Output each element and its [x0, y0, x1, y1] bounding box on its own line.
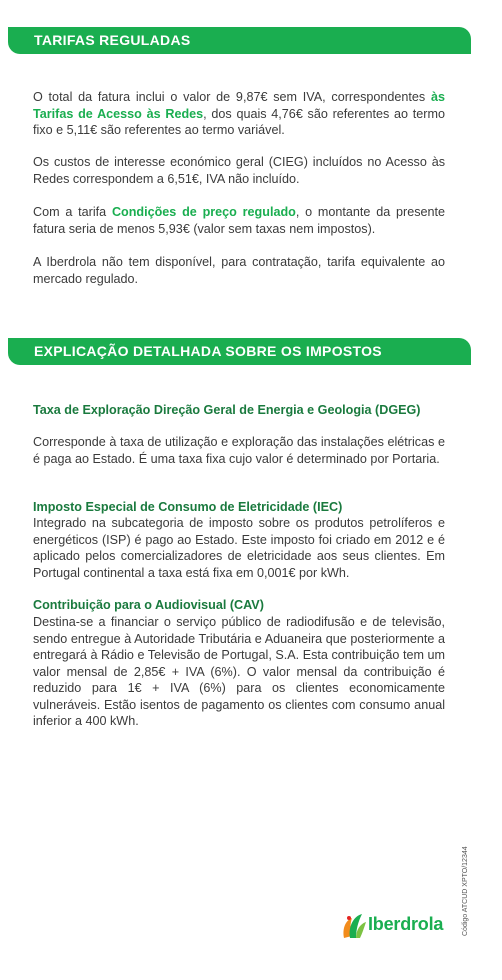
tax-body-cav: Destina-se a financiar o serviço público de radiodifusão e de televisão, sendo entregue à Autoridade Tributária e Aduaneira que posteriormente a entregará à Rádio e Televisão de Portugal, S.A. Esta contribuição tem um valor mensal de 2,85€ + IVA (6%). O valor mensal da contribuição é reduzido para 1€ + IVA (6%) para os clientes economicamente vulneráveis. Estão isentos de pagamento os clientes com consumo anual inferior a 400 kWh.: [33, 615, 445, 728]
tax-heading-iec: Imposto Especial de Consumo de Eletricidade (IEC): [33, 500, 343, 514]
section-title: TARIFAS REGULADAS: [34, 32, 191, 48]
tax-body-iec: Integrado na subcategoria de imposto sobre os produtos petrolíferos e energéticos (ISP) é pago ao Estado. Este imposto foi criado em 2012 e é aplicado pelos comercializadores de eletricidade aos seus clientes. Em Portugal continental a taxa está fixa em 0,001€ por kWh.: [33, 516, 445, 580]
iberdrola-leaf-icon: [340, 910, 368, 942]
highlight-tarifas-acesso: às Tarifas de Acesso às Redes: [33, 90, 445, 121]
tax-body-dgeg: Corresponde à taxa de utilização e exploração das instalações elétricas e é paga ao Estado. É uma taxa fixa cujo valor é determinado por Portaria.: [33, 435, 445, 466]
text: O total da fatura inclui o valor de 9,87€ sem IVA, correspondentes: [33, 90, 431, 104]
paragraph-preco-regulado: [33, 204, 445, 237]
logo-wordmark: Iberdrola: [368, 914, 444, 934]
paragraph-total-fatura: [33, 89, 445, 139]
paragraph-cieg: Os custos de interesse económico geral (CIEG) incluídos no Acesso às Redes correspondem a 6,51€, IVA não incluído.: [33, 155, 445, 186]
highlight-condicoes-preco: Condições de preço regulado: [111, 205, 296, 219]
paragraph-mercado-regulado: A Iberdrola não tem disponível, para contratação, tarifa equivalente ao mercado regulado.: [33, 255, 445, 286]
text: , dos quais 4,76€ são referentes ao termo fixo e 5,11€ são referentes ao termo variável.: [33, 106, 445, 137]
text: , o montante da presente fatura seria de menos 5,93€ (valor sem taxas nem impostos).: [33, 205, 446, 236]
iberdrola-logo: [340, 910, 460, 944]
section-title: EXPLICAÇÃO DETALHADA SOBRE OS IMPOSTOS: [34, 343, 382, 359]
tax-heading-dgeg: Taxa de Exploração Direção Geral de Energia e Geologia (DGEG): [33, 403, 421, 417]
section-banner-impostos: [8, 338, 471, 365]
tax-heading-cav: Contribuição para o Audiovisual (CAV): [33, 598, 264, 612]
atcud-code: Código ATCUD XPTO/12344: [462, 846, 469, 936]
text: Com a tarifa: [33, 205, 112, 219]
section-banner-tarifas: [8, 27, 471, 54]
